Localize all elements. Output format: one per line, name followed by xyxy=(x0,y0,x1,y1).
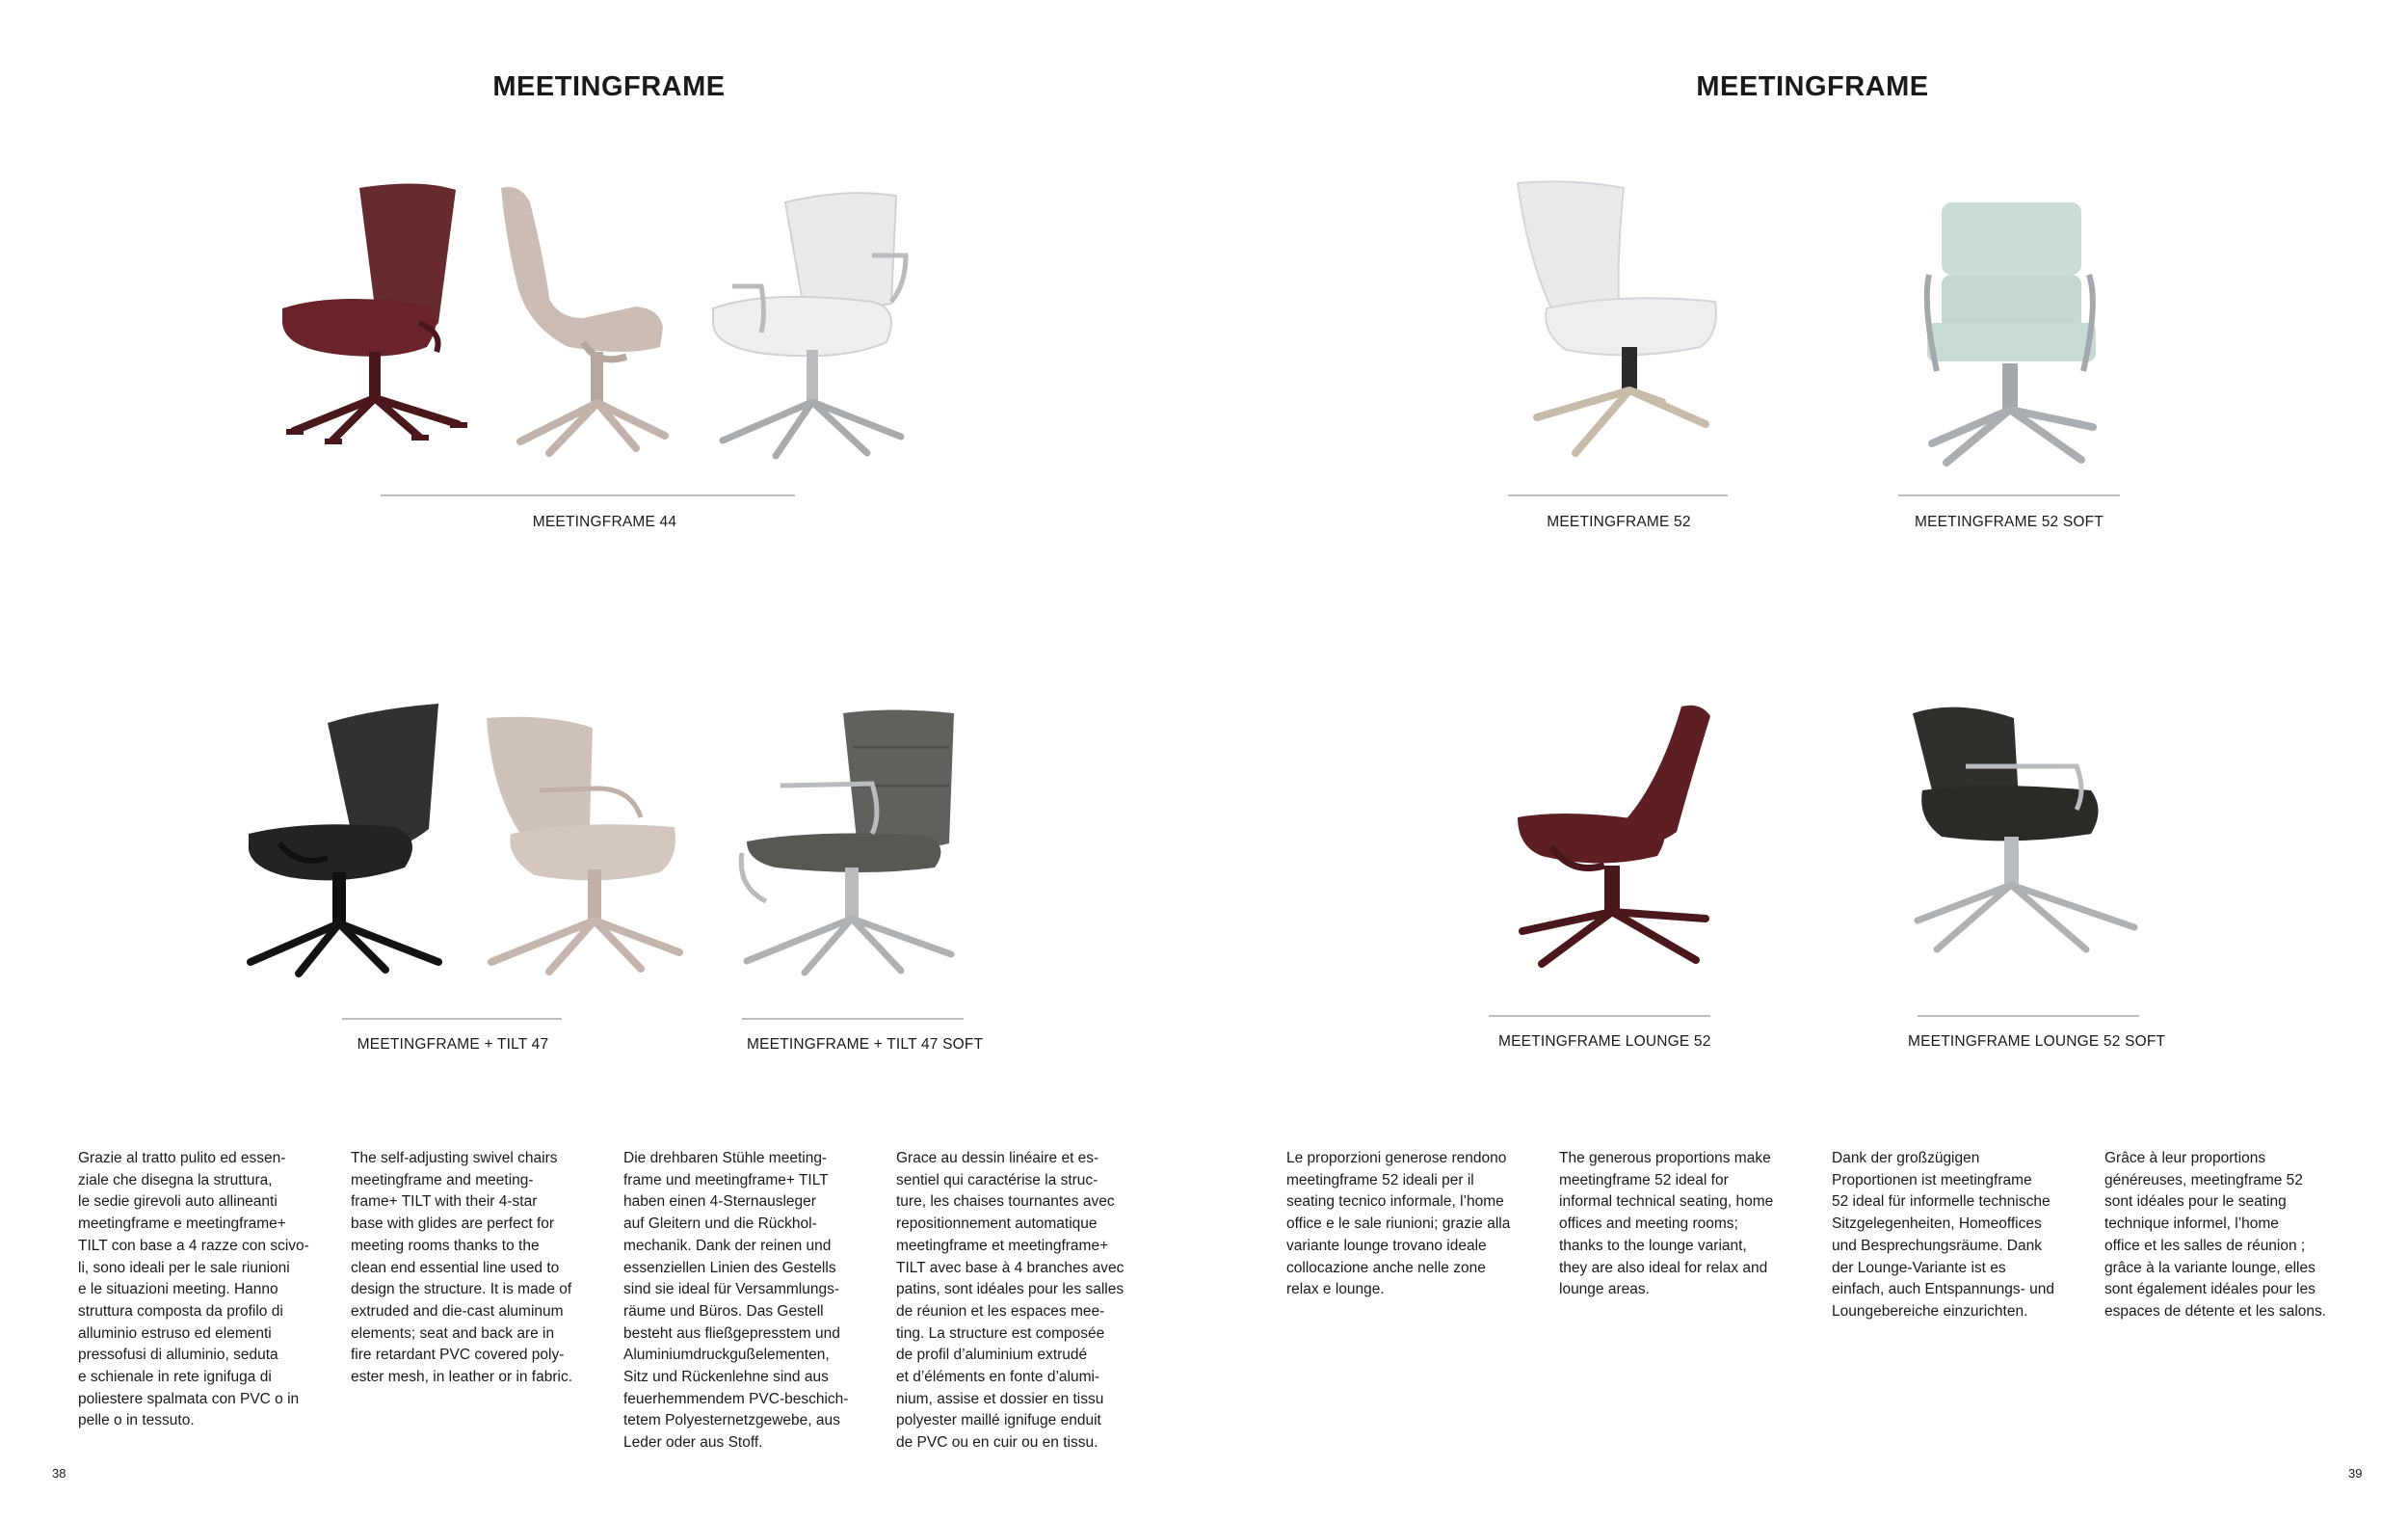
chair-image-meetingframe-52-soft-mint xyxy=(1918,198,2101,467)
chair-image-tilt-47-black xyxy=(241,704,443,974)
chair-image-meetingframe-44-burgundy xyxy=(275,178,472,448)
caption-meetingframe-52-soft: MEETINGFRAME 52 SOFT xyxy=(1914,514,2104,530)
chair-image-meetingframe-52-white xyxy=(1513,178,1725,458)
page-number-right: 39 xyxy=(2348,1466,2363,1481)
chair-image-lounge-52-soft-dark xyxy=(1908,704,2144,959)
description-italian-52: Le proporzioni generose rendono meetingframe 52 ideali per il seating tecnico informale, l’home office e le sale riunioni; grazie alla variante lounge trovano ideale collocazione anche nelle zone relax e lounge. xyxy=(1286,1150,1511,1298)
caption-rule-tilt-47-soft xyxy=(742,1018,964,1020)
caption-rule-meetingframe-44 xyxy=(381,494,795,496)
caption-meetingframe-52: MEETINGFRAME 52 xyxy=(1547,514,1691,530)
caption-meetingframe-tilt-47: MEETINGFRAME + TILT 47 xyxy=(357,1036,549,1053)
caption-rule-tilt-47 xyxy=(342,1018,562,1020)
description-italian: Grazie al tratto pulito ed essen- ziale che disegna la struttura, le sedie girevoli auto allineanti meetingframe e meetingframe+ TILT con base a 4 razze con scivo- li, sono ideali per le sale riunioni e le situazioni meeting. Hanno struttura composta da profilo di alluminio estruso ed elementi pressofusi di alluminio, seduta e schienale in rete ignifuga di poliestere spalmata con PVC o in pelle o in tessuto. xyxy=(78,1150,309,1429)
chair-image-meetingframe-44-white-armchair xyxy=(708,188,911,463)
chair-image-tilt-47-soft-grey-armchair xyxy=(737,708,959,974)
caption-meetingframe-lounge-52: MEETINGFRAME LOUNGE 52 xyxy=(1498,1033,1711,1050)
chair-image-tilt-47-taupe-armchair xyxy=(482,713,684,974)
caption-meetingframe-44: MEETINGFRAME 44 xyxy=(532,514,677,530)
description-german-52: Dank der großzügigen Proportionen ist meetingframe 52 ideal für informelle technische Sitzgelegenheiten, Homeoffices und Besprechungsräume. Dank der Lounge-Variante ist es einfach, auch Entspannungs- und Loungebereiche einzurichten. xyxy=(1832,1150,2054,1320)
page-number-left: 38 xyxy=(52,1466,66,1481)
page-title-right: MEETINGFRAME xyxy=(1696,71,1929,102)
caption-meetingframe-tilt-47-soft: MEETINGFRAME + TILT 47 SOFT xyxy=(747,1036,984,1053)
page-title-left: MEETINGFRAME xyxy=(492,71,726,102)
chair-image-meetingframe-44-taupe xyxy=(491,183,670,458)
chair-image-lounge-52-burgundy xyxy=(1513,702,1725,972)
description-english: The self-adjusting swivel chairs meetingframe and meeting- frame+ TILT with their 4-star base with glides are perfect for meeting rooms thanks to the clean end essential line used to design the structure. It is made of extruded and die-cast aluminum elements; seat and back are in fire retardant PVC covered poly- ester mesh, in leather or in fabric. xyxy=(351,1150,573,1386)
description-english-52: The generous proportions make meetingframe 52 ideal for informal technical seating, home offices and meeting rooms; thanks to the lounge variant, they are also ideal for relax and lounge areas. xyxy=(1559,1150,1774,1298)
caption-rule-meetingframe-52 xyxy=(1508,494,1728,496)
caption-rule-lounge-52 xyxy=(1489,1015,1710,1017)
description-german: Die drehbaren Stühle meeting- frame und meetingframe+ TILT haben einen 4-Sternausleger auf Gleitern und die Rückhol- mechanik. Dank der reinen und essenziellen Linien des Gestells sind sie ideal für Versammlungs- räume und Büros. Das Gestell besteht aus fließgepresstem und Aluminiumdruckgußelementen, Sitz und Rückenlehne sind aus feuerhemmendem PVC-beschich- tetem Polyesternetzgewebe, aus Leder oder aus Stoff. xyxy=(623,1150,849,1452)
description-french-52: Grâce à leur proportions généreuses, meetingframe 52 sont idéales pour le seating technique informel, l’home office et les salles de réunion ; grâce à la variante lounge, elles sont également idéales pour les espaces de détente et les salons. xyxy=(2104,1150,2327,1320)
description-french: Grace au dessin linéaire et es- sentiel qui caractérise la struc- ture, les chaises tournantes avec repositionnement automatique meetingframe et meetingframe+ TILT avec base à 4 branches avec patins, sont idéales pour les salles de réunion et les espaces mee- ting. La structure est composée de profil d’aluminium extrudé et d’éléments en fonte d’alumi- nium, assise et dossier en tissu polyester maillé ignifuge enduit de PVC ou en cuir ou en tissu. xyxy=(896,1150,1125,1452)
caption-rule-lounge-52-soft xyxy=(1918,1015,2139,1017)
caption-rule-meetingframe-52-soft xyxy=(1898,494,2120,496)
caption-meetingframe-lounge-52-soft: MEETINGFRAME LOUNGE 52 SOFT xyxy=(1908,1033,2166,1050)
